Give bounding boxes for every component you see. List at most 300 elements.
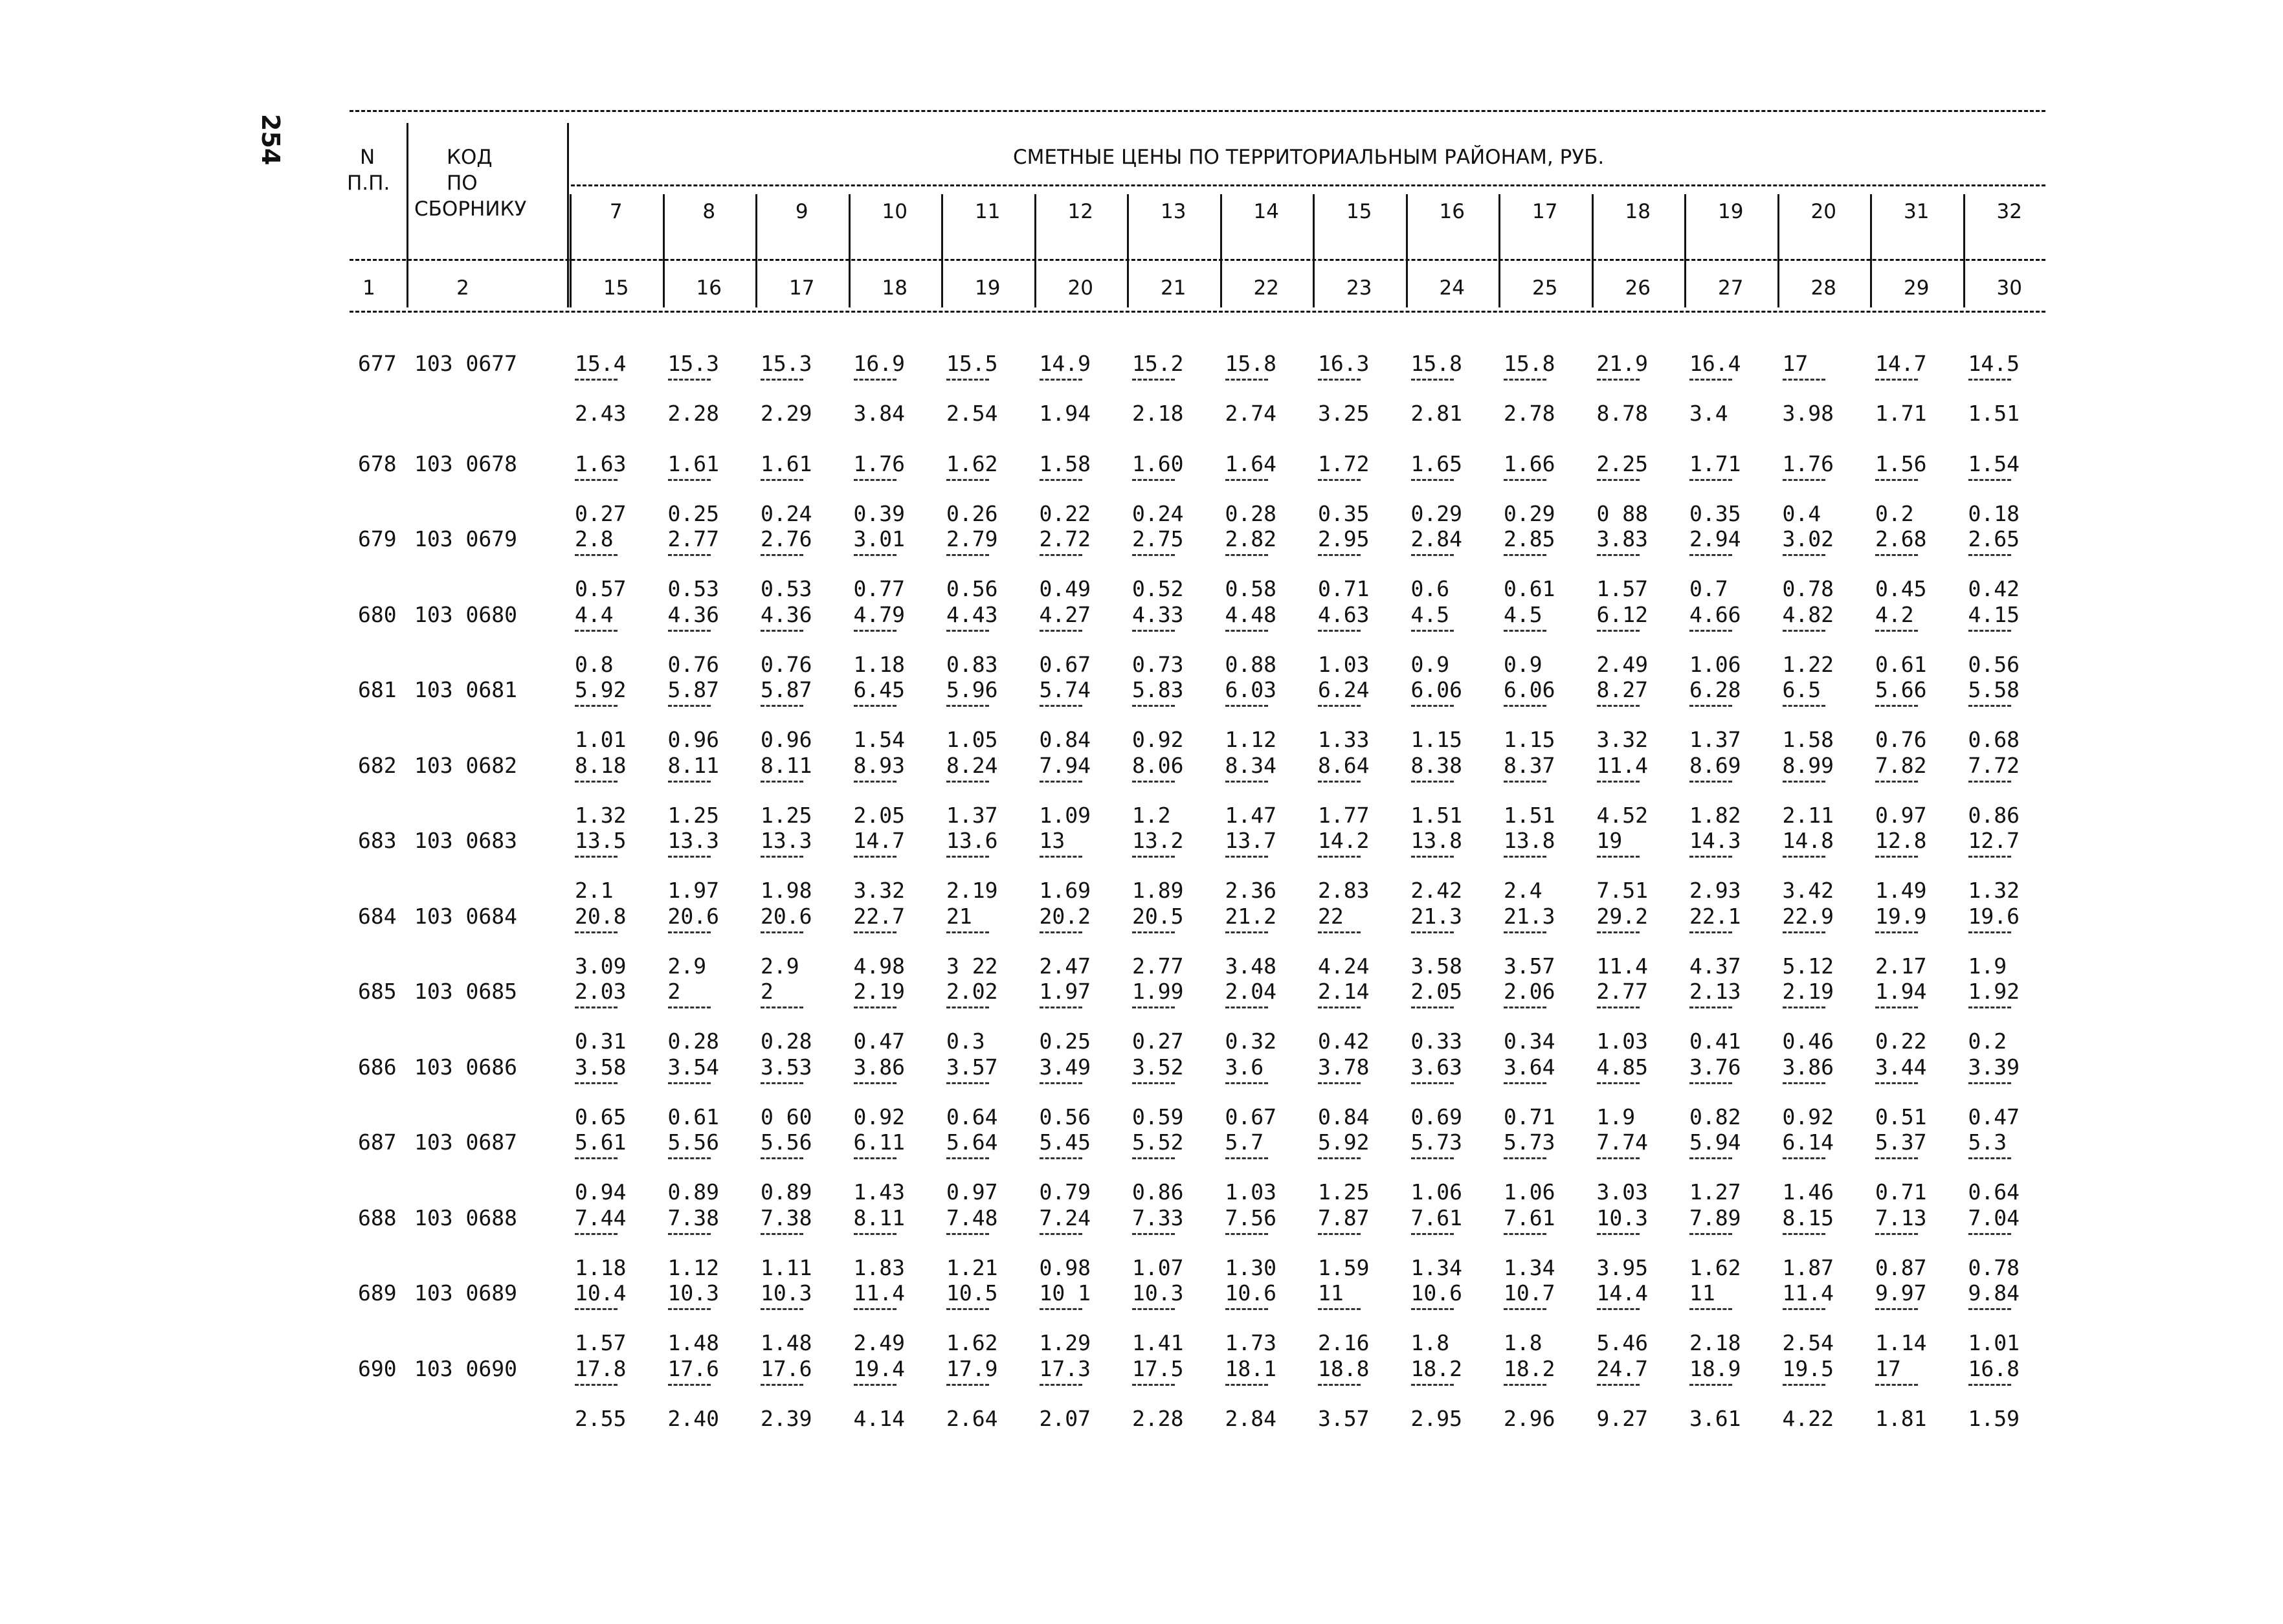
row-code: 103 0682 — [414, 752, 517, 778]
price-value: 21.9 — [1596, 351, 1648, 376]
fraction-dash — [1132, 1007, 1175, 1008]
price-value: 17.5 — [1132, 1355, 1184, 1381]
price-value: 7.56 — [1225, 1205, 1276, 1230]
fraction-dash — [1411, 1082, 1454, 1084]
price-value-lower: 1.06 — [1410, 1179, 1462, 1205]
price-value-lower: 0.26 — [946, 500, 998, 526]
fraction-dash — [1318, 781, 1361, 783]
column-number-17: 17 — [789, 276, 815, 300]
price-value: 5.73 — [1410, 1129, 1462, 1155]
price-value-lower: 0.92 — [1782, 1104, 1834, 1129]
price-value-lower: 1.51 — [1968, 401, 2020, 426]
price-value: 2.06 — [1504, 979, 1555, 1004]
price-value: 1.63 — [575, 450, 627, 476]
price-value-lower: 2.81 — [1410, 401, 1462, 426]
price-value: 6.45 — [853, 677, 905, 702]
price-value-lower: 0.28 — [667, 1029, 719, 1054]
fraction-dash — [1875, 705, 1918, 707]
price-value: 2.77 — [667, 526, 719, 551]
price-value: 5.83 — [1132, 677, 1184, 702]
fraction-dash — [1318, 856, 1361, 858]
price-value-lower: 0.29 — [1504, 500, 1555, 526]
row-number: 681 — [358, 677, 397, 702]
fraction-dash — [1689, 856, 1732, 858]
fraction-dash — [761, 856, 803, 858]
price-value: 1.60 — [1132, 450, 1184, 476]
price-value-lower: 0.58 — [1225, 576, 1276, 601]
price-value-lower: 11.4 — [1596, 953, 1648, 979]
price-value-lower: 0.47 — [1968, 1104, 2020, 1129]
price-value-lower: 0.7 — [1689, 576, 1728, 601]
price-value-lower: 2.19 — [946, 878, 998, 903]
fraction-dash — [854, 379, 896, 381]
price-value-lower: 1.48 — [667, 1330, 719, 1355]
price-value-lower: 1.32 — [575, 802, 627, 828]
price-value: 5.87 — [761, 677, 812, 702]
price-value-lower: 2.28 — [1132, 1405, 1184, 1431]
region-13: 13 — [1161, 200, 1186, 223]
price-value: 3.78 — [1318, 1054, 1370, 1080]
price-value-lower: 0.9 — [1410, 651, 1450, 677]
fraction-dash — [1318, 379, 1361, 381]
fraction-dash — [1597, 705, 1640, 707]
fraction-dash — [668, 781, 711, 783]
price-value: 1.97 — [1039, 979, 1091, 1004]
price-value: 3.44 — [1875, 1054, 1927, 1080]
price-value-lower: 0.76 — [1875, 727, 1927, 752]
fraction-dash — [946, 705, 989, 707]
price-value-lower: 1.43 — [853, 1179, 905, 1205]
fraction-dash — [1132, 630, 1175, 632]
fraction-dash — [668, 856, 711, 858]
price-value-lower: 1.81 — [1875, 1405, 1927, 1431]
header-rule-top — [350, 110, 2045, 112]
price-value-lower: 1.83 — [853, 1254, 905, 1280]
price-value-lower: 1.12 — [667, 1254, 719, 1280]
fraction-dash — [1783, 1157, 1825, 1159]
price-value-lower: 3.42 — [1782, 878, 1834, 903]
fraction-dash — [1783, 1308, 1825, 1310]
price-value: 5.92 — [1318, 1129, 1370, 1155]
price-value: 2.13 — [1689, 979, 1741, 1004]
price-value-lower: 1.98 — [761, 878, 812, 903]
price-value: 8.34 — [1225, 752, 1276, 778]
fraction-dash — [946, 1082, 989, 1084]
fraction-dash — [946, 1157, 989, 1159]
price-value-lower: 0.87 — [1875, 1254, 1927, 1280]
price-value: 14.7 — [1875, 351, 1927, 376]
price-value-lower: 0.24 — [1132, 500, 1184, 526]
price-value: 20.2 — [1039, 903, 1091, 929]
price-value: 14.5 — [1968, 351, 2020, 376]
price-value: 4.27 — [1039, 601, 1091, 627]
fraction-dash — [1504, 856, 1546, 858]
price-value-lower: 1.03 — [1318, 651, 1370, 677]
price-value-lower: 0.56 — [1968, 651, 2020, 677]
price-value: 8.11 — [667, 752, 719, 778]
price-value-lower: 0 88 — [1596, 500, 1648, 526]
header-n: N — [360, 146, 375, 169]
price-value: 8.24 — [946, 752, 998, 778]
fraction-dash — [1132, 705, 1175, 707]
column-number-21: 21 — [1161, 276, 1186, 300]
price-value: 3.39 — [1968, 1054, 2020, 1080]
fraction-dash — [1597, 1384, 1640, 1386]
price-value: 15.3 — [761, 351, 812, 376]
fraction-dash — [1689, 1157, 1732, 1159]
fraction-dash — [1689, 554, 1732, 556]
price-value: 1.54 — [1968, 450, 2020, 476]
price-value-lower: 3.57 — [1318, 1405, 1370, 1431]
fraction-dash — [1225, 1007, 1268, 1008]
price-value-lower: 1.94 — [1039, 401, 1091, 426]
price-value: 5.73 — [1504, 1129, 1555, 1155]
fraction-dash — [1411, 705, 1454, 707]
region-12: 12 — [1067, 200, 1093, 223]
fraction-dash — [668, 554, 711, 556]
price-value: 1.64 — [1225, 450, 1276, 476]
price-value-lower: 0.68 — [1968, 727, 2020, 752]
price-value: 7.82 — [1875, 752, 1927, 778]
price-value-lower: 7.51 — [1596, 878, 1648, 903]
price-value-lower: 0.42 — [1968, 576, 2020, 601]
price-value-lower: 1.2 — [1132, 802, 1171, 828]
price-value-lower: 2.54 — [1782, 1330, 1834, 1355]
fraction-dash — [854, 630, 896, 632]
region-9: 9 — [795, 200, 808, 223]
price-value-lower: 8.78 — [1596, 401, 1648, 426]
price-value: 5.96 — [946, 677, 998, 702]
price-value: 22 — [1318, 903, 1344, 929]
row-number: 678 — [358, 450, 397, 476]
price-value-lower: 0.9 — [1504, 651, 1542, 677]
fraction-dash — [946, 1384, 989, 1386]
price-value: 24.7 — [1596, 1355, 1648, 1381]
fraction-dash — [854, 554, 896, 556]
fraction-dash — [761, 1157, 803, 1159]
fraction-dash — [1689, 1233, 1732, 1235]
price-value-lower: 0.71 — [1875, 1179, 1927, 1205]
fraction-dash — [946, 781, 989, 783]
price-value-lower: 2.49 — [1596, 651, 1648, 677]
row-number: 684 — [358, 903, 397, 929]
fraction-dash — [946, 479, 989, 481]
fraction-dash — [1318, 479, 1361, 481]
column-number-26: 26 — [1625, 276, 1651, 300]
price-value-lower: 4.14 — [853, 1405, 905, 1431]
price-value: 8.37 — [1504, 752, 1555, 778]
price-value: 7.72 — [1968, 752, 2020, 778]
fraction-dash — [1689, 630, 1732, 632]
price-value-lower: 0.73 — [1132, 651, 1184, 677]
price-value: 5.52 — [1132, 1129, 1184, 1155]
fraction-dash — [1968, 1308, 2011, 1310]
price-value-lower: 1.25 — [667, 802, 719, 828]
price-value-lower: 0.65 — [575, 1104, 627, 1129]
price-value: 21 — [946, 903, 972, 929]
price-value-lower: 0.42 — [1318, 1029, 1370, 1054]
price-value-lower: 2.05 — [853, 802, 905, 828]
fraction-dash — [946, 1007, 989, 1008]
fraction-dash — [575, 781, 618, 783]
fraction-dash — [854, 781, 896, 783]
price-value: 8.06 — [1132, 752, 1184, 778]
price-value: 7.89 — [1689, 1205, 1741, 1230]
fraction-dash — [575, 1082, 618, 1084]
price-value: 3.6 — [1225, 1054, 1264, 1080]
price-value-lower: 1.51 — [1410, 802, 1462, 828]
price-value: 8.11 — [761, 752, 812, 778]
column-number-25: 25 — [1532, 276, 1558, 300]
fraction-dash — [761, 379, 803, 381]
price-value: 4.85 — [1596, 1054, 1648, 1080]
fraction-dash — [1968, 379, 2011, 381]
fraction-dash — [1040, 479, 1082, 481]
price-value-lower: 2.78 — [1504, 401, 1555, 426]
row-number: 686 — [358, 1054, 397, 1080]
price-value: 5.94 — [1689, 1129, 1741, 1155]
header-divider-n — [406, 123, 408, 307]
price-value-lower: 1.15 — [1410, 727, 1462, 752]
price-value-lower: 0.89 — [667, 1179, 719, 1205]
price-value: 7.74 — [1596, 1129, 1648, 1155]
fraction-dash — [1597, 1007, 1640, 1008]
fraction-dash — [1225, 1384, 1268, 1386]
price-value-lower: 0.32 — [1225, 1029, 1276, 1054]
price-value-lower: 2.96 — [1504, 1405, 1555, 1431]
fraction-dash — [668, 931, 711, 933]
price-value: 19.4 — [853, 1355, 905, 1381]
price-value-lower: 1.49 — [1875, 878, 1927, 903]
price-value: 2.25 — [1596, 450, 1648, 476]
fraction-dash — [1411, 630, 1454, 632]
price-value-lower: 1.73 — [1225, 1330, 1276, 1355]
row-code: 103 0683 — [414, 828, 517, 853]
price-value: 1.71 — [1689, 450, 1741, 476]
price-value-lower: 0.94 — [575, 1179, 627, 1205]
fraction-dash — [1225, 1308, 1268, 1310]
price-value-lower: 2.74 — [1225, 401, 1276, 426]
price-value-lower: 1.69 — [1039, 878, 1091, 903]
fraction-dash — [1875, 781, 1918, 783]
price-value-lower: 2.84 — [1225, 1405, 1276, 1431]
fraction-dash — [1225, 379, 1268, 381]
price-value: 2.76 — [761, 526, 812, 551]
fraction-dash — [1968, 1233, 2011, 1235]
price-value-lower: 0.59 — [1132, 1104, 1184, 1129]
price-value: 14.8 — [1782, 828, 1834, 853]
header-rule-sub — [350, 259, 2045, 261]
price-value-lower: 1.62 — [1689, 1254, 1741, 1280]
price-value-lower: 0.86 — [1968, 802, 2020, 828]
fraction-dash — [854, 479, 896, 481]
fraction-dash — [1783, 554, 1825, 556]
price-value-lower: 2.43 — [575, 401, 627, 426]
price-value-lower: 3.25 — [1318, 401, 1370, 426]
price-value: 13.2 — [1132, 828, 1184, 853]
fraction-dash — [1783, 1007, 1825, 1008]
fraction-dash — [854, 705, 896, 707]
fraction-dash — [1040, 1384, 1082, 1386]
column-number-16: 16 — [696, 276, 722, 300]
price-value: 5.56 — [761, 1129, 812, 1155]
fraction-dash — [1411, 379, 1454, 381]
price-value: 19.6 — [1968, 903, 2020, 929]
fraction-dash — [1040, 1157, 1082, 1159]
price-value-lower: 0.61 — [1504, 576, 1555, 601]
price-value-lower: 2.77 — [1132, 953, 1184, 979]
price-value-lower: 1.59 — [1318, 1254, 1370, 1280]
price-value-lower: 0.22 — [1875, 1029, 1927, 1054]
row-number: 683 — [358, 828, 397, 853]
price-value-lower: 0.28 — [1225, 500, 1276, 526]
price-value: 7.24 — [1039, 1205, 1091, 1230]
price-value: 2.94 — [1689, 526, 1741, 551]
price-value: 5.87 — [667, 677, 719, 702]
price-value: 12.7 — [1968, 828, 2020, 853]
fraction-dash — [1411, 931, 1454, 933]
price-value: 3.76 — [1689, 1054, 1741, 1080]
price-value: 10.7 — [1504, 1280, 1555, 1306]
price-value: 4.79 — [853, 601, 905, 627]
fraction-dash — [1225, 781, 1268, 783]
price-value: 4.33 — [1132, 601, 1184, 627]
price-value: 5.74 — [1039, 677, 1091, 702]
price-value: 18.2 — [1410, 1355, 1462, 1381]
price-value-lower: 0.92 — [853, 1104, 905, 1129]
column-number-19: 19 — [975, 276, 1001, 300]
price-value-lower: 0.8 — [575, 651, 614, 677]
price-value-lower: 0.84 — [1039, 727, 1091, 752]
price-value-lower: 1.47 — [1225, 802, 1276, 828]
price-value-lower: 1.62 — [946, 1330, 998, 1355]
price-value-lower: 1.32 — [1968, 878, 2020, 903]
price-value-lower: 2.40 — [667, 1405, 719, 1431]
fraction-dash — [668, 1007, 711, 1008]
price-value: 3.49 — [1039, 1054, 1091, 1080]
fraction-dash — [1411, 1007, 1454, 1008]
price-value: 19.5 — [1782, 1355, 1834, 1381]
price-value-lower: 0.18 — [1968, 500, 2020, 526]
fraction-dash — [1689, 705, 1732, 707]
price-value: 6.06 — [1504, 677, 1555, 702]
fraction-dash — [1132, 856, 1175, 858]
price-value: 7.13 — [1875, 1205, 1927, 1230]
price-value: 13.8 — [1504, 828, 1555, 853]
price-value: 8.18 — [575, 752, 627, 778]
price-value-lower: 0.69 — [1410, 1104, 1462, 1129]
region-18: 18 — [1625, 200, 1651, 223]
price-value-lower: 1.07 — [1132, 1254, 1184, 1280]
column-number-18: 18 — [882, 276, 908, 300]
price-value: 7.38 — [761, 1205, 812, 1230]
row-number: 685 — [358, 979, 397, 1004]
price-value-lower: 2.36 — [1225, 878, 1276, 903]
price-value-lower: 0.96 — [761, 727, 812, 752]
price-value: 1.99 — [1132, 979, 1184, 1004]
fraction-dash — [575, 705, 618, 707]
price-value: 5.64 — [946, 1129, 998, 1155]
fraction-dash — [761, 705, 803, 707]
fraction-dash — [1689, 1384, 1732, 1386]
price-value: 3.58 — [575, 1054, 627, 1080]
fraction-dash — [1225, 1157, 1268, 1159]
fraction-dash — [854, 1082, 896, 1084]
row-code: 103 0677 — [414, 351, 517, 376]
price-value-lower: 0.41 — [1689, 1029, 1741, 1054]
price-value-lower: 2.54 — [946, 401, 998, 426]
fraction-dash — [1504, 1082, 1546, 1084]
price-value-lower: 1.27 — [1689, 1179, 1741, 1205]
fraction-dash — [946, 1308, 989, 1310]
fraction-dash — [1875, 554, 1918, 556]
fraction-dash — [1132, 1233, 1175, 1235]
fraction-dash — [761, 1308, 803, 1310]
price-value: 17.3 — [1039, 1355, 1091, 1381]
price-value: 13 — [1039, 828, 1065, 853]
row-number: 687 — [358, 1129, 397, 1155]
fraction-dash — [668, 1233, 711, 1235]
fraction-dash — [1968, 856, 2011, 858]
price-value: 1.58 — [1039, 450, 1091, 476]
fraction-dash — [1411, 479, 1454, 481]
price-value-lower: 3 22 — [946, 953, 998, 979]
price-value: 18.9 — [1689, 1355, 1741, 1381]
row-code: 103 0690 — [414, 1355, 517, 1381]
fraction-dash — [854, 1233, 896, 1235]
fraction-dash — [1132, 1157, 1175, 1159]
price-value: 3.53 — [761, 1054, 812, 1080]
fraction-dash — [1225, 630, 1268, 632]
price-value-lower: 0.84 — [1318, 1104, 1370, 1129]
fraction-dash — [668, 479, 711, 481]
price-value: 3.54 — [667, 1054, 719, 1080]
price-value-lower: 0.78 — [1968, 1254, 2020, 1280]
price-value-lower: 0.49 — [1039, 576, 1091, 601]
price-value-lower: 0.79 — [1039, 1179, 1091, 1205]
price-value-lower: 0.83 — [946, 651, 998, 677]
price-value: 22.9 — [1782, 903, 1834, 929]
fraction-dash — [1875, 1082, 1918, 1084]
price-value-lower: 1.18 — [853, 651, 905, 677]
price-value: 2.84 — [1410, 526, 1462, 551]
price-value-lower: 0.88 — [1225, 651, 1276, 677]
fraction-dash — [946, 379, 989, 381]
price-value: 11.4 — [853, 1280, 905, 1306]
fraction-dash — [1783, 1082, 1825, 1084]
region-8: 8 — [702, 200, 716, 223]
fraction-dash — [1597, 554, 1640, 556]
price-value-lower: 1.05 — [946, 727, 998, 752]
price-value: 15.2 — [1132, 351, 1184, 376]
fraction-dash — [1504, 479, 1546, 481]
fraction-dash — [1875, 1157, 1918, 1159]
column-number-28: 28 — [1810, 276, 1836, 300]
price-value: 8.11 — [853, 1205, 905, 1230]
price-value: 3.57 — [946, 1054, 998, 1080]
price-value: 6.12 — [1596, 601, 1648, 627]
price-value-lower: 1.06 — [1504, 1179, 1555, 1205]
region-19: 19 — [1718, 200, 1744, 223]
fraction-dash — [761, 781, 803, 783]
fraction-dash — [1597, 379, 1640, 381]
price-value-lower: 0.78 — [1782, 576, 1834, 601]
fraction-dash — [1318, 705, 1361, 707]
fraction-dash — [1597, 1233, 1640, 1235]
price-value-lower: 0.71 — [1318, 576, 1370, 601]
fraction-dash — [1968, 554, 2011, 556]
region-32: 32 — [1996, 200, 2022, 223]
